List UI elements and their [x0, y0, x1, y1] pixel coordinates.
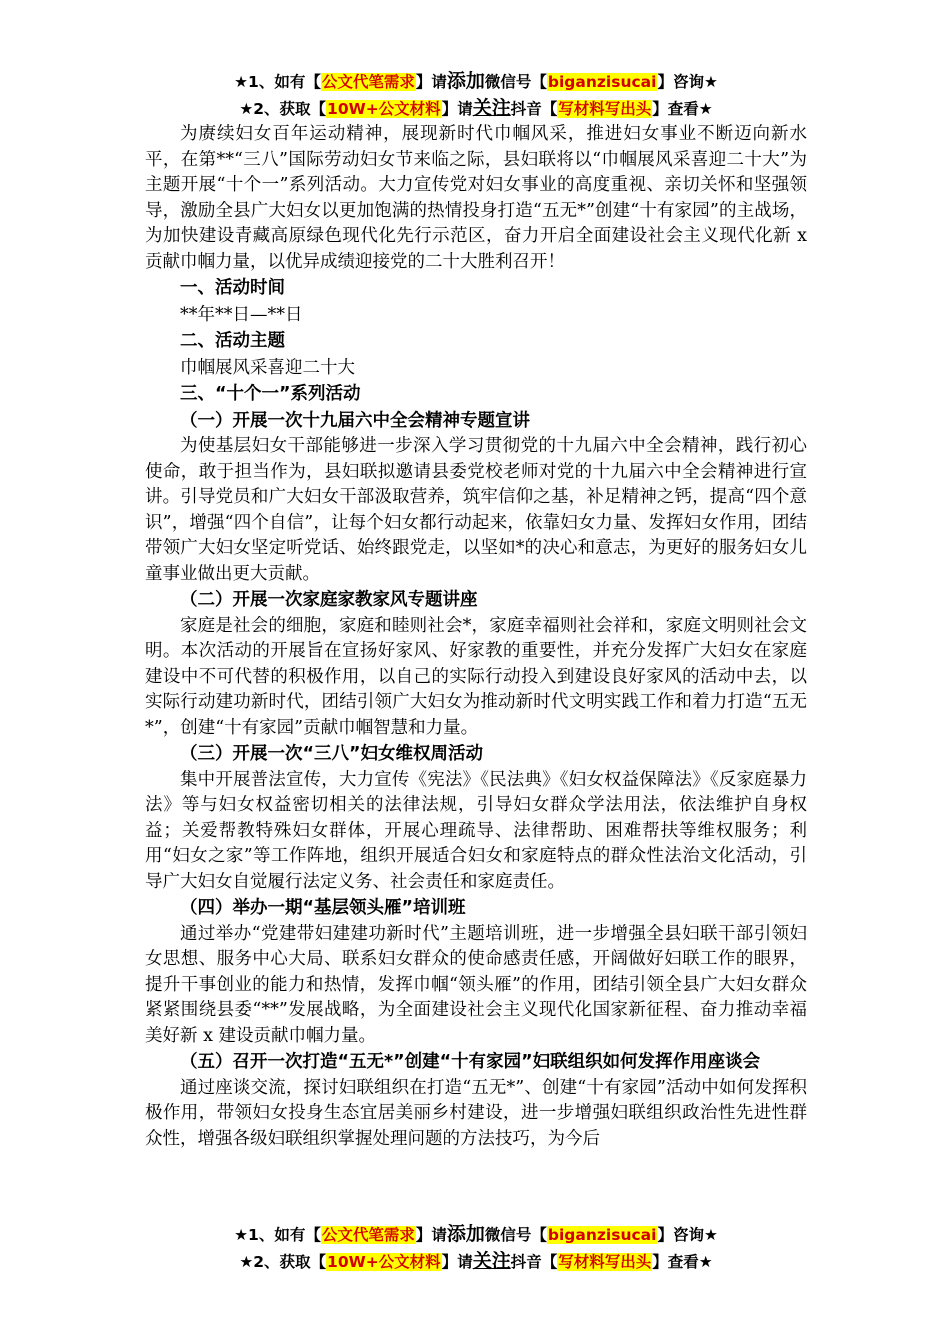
banner-text: 】查看★	[652, 1253, 713, 1271]
activity-heading-4: （四）举办一期“基层领头雁”培训班	[180, 898, 466, 918]
banner-text: ★2、获取【	[239, 1253, 327, 1271]
section-heading-theme: 二、活动主题	[180, 331, 285, 351]
banner-highlight: 10W+公文材料	[327, 1253, 441, 1271]
section-body-theme: 巾帼展风采喜迎二十大	[180, 357, 355, 378]
banner-text: 】请	[415, 73, 447, 91]
banner-highlight: 10W+公文材料	[327, 100, 441, 118]
banner-text: 】咨询★	[657, 1226, 718, 1244]
banner-emphasis: 关注	[472, 97, 511, 119]
section-heading-activities: 三、“十个一”系列活动	[180, 384, 361, 404]
activity-body-1: 为使基层妇女干部能够进一步深入学习贯彻党的十九届六中全会精神，践行初心使命，敢于担当作为，县妇联拟邀请县委党校老师对党的十九届六中全会精神进行宣讲。引导党员和广大妇女干部汲取营养，筑牢信仰之基，补足精神之钙，提高“四个意识”，增强“四个自信”，让每个妇女都行动起来，依靠妇女力量、发挥妇女作用，团结带领广大妇女坚定听党话、始终跟党走，以坚如*的决心和意志，为更好的服务妇女儿童事业做出更大贡献。	[145, 436, 807, 584]
banner-emphasis: 添加	[446, 1223, 485, 1245]
banner-text: 抖音【	[510, 1253, 558, 1271]
activity-heading-1: （一）开展一次十九届六中全会精神专题宣讲	[180, 410, 530, 431]
promo-banner-line-1-footer	[145, 1221, 807, 1248]
activity-heading-2: （二）开展一次家庭家教家风专题讲座	[180, 590, 478, 610]
footer-banner	[145, 1221, 807, 1275]
activity-heading-3: （三）开展一次“三八”妇女维权周活动	[180, 744, 484, 764]
banner-text: 】请	[415, 1226, 447, 1244]
banner-text: 】请	[441, 100, 473, 118]
activity-body-3: 集中开展普法宣传，大力宣传《宪法》《民法典》《妇女权益保障法》《反家庭暴力法》等与妇女权益密切相关的法律法规，引导妇女群众学法用法，依法维护自身权益；关爱帮教特殊妇女群体，开展心理疏导、法律帮助、困难帮扶等维权服务；利用“妇女之家”等工作阵地，组织开展适合妇女和家庭特点的群众性法治文化活动，引导广大妇女自觉履行法定义务、社会责任和家庭责任。	[145, 769, 807, 892]
banner-text: 】请	[441, 1253, 473, 1271]
banner-wechat-id: biganzisucai	[547, 73, 657, 91]
activity-body-5: 通过座谈交流，探讨妇联组织在打造“五无*”、创建“十有家园”活动中如何发挥积极作用，带领妇女投身生态宜居美丽乡村建设，进一步增强妇联组织政治性先进性群众性，增强各级妇联组织掌握处理问题的方法技巧，为今后	[145, 1077, 807, 1149]
banner-text: 】查看★	[652, 100, 713, 118]
promo-banner-line-2-footer	[145, 1248, 807, 1275]
activity-body-4: 通过举办“党建带妇建建功新时代”主题培训班，进一步增强全县妇联干部引领妇女思想、服务中心大局、联系妇女群众的使命感责任感，开阔做好妇联工作的眼界，提升干事创业的能力和热情，发挥巾帼“领头雁”的作用，团结引领全县广大妇女群众紧紧围绕县委“**”发展战略，为全面建设社会主义现代化国家新征程、奋力推动幸福美好新 x 建设贡献巾帼力量。	[145, 923, 807, 1046]
banner-text: ★1、如有【	[234, 73, 321, 91]
banner-text: ★2、获取【	[239, 100, 327, 118]
banner-text: 微信号【	[484, 1226, 547, 1244]
banner-emphasis: 关注	[472, 1250, 511, 1272]
activity-heading-5: （五）召开一次打造“五无*”创建“十有家园”妇联组织如何发挥作用座谈会	[180, 1052, 761, 1072]
banner-text: 】咨询★	[657, 73, 718, 91]
banner-emphasis: 添加	[446, 70, 485, 92]
banner-wechat-id: biganzisucai	[547, 1226, 657, 1244]
promo-banner-line-2	[145, 95, 807, 122]
banner-highlight: 公文代笔需求	[321, 73, 415, 91]
section-heading-time: 一、活动时间	[180, 278, 285, 298]
intro-paragraph: 为赓续妇女百年运动精神，展现新时代巾帼风采，推进妇女事业不断迈向新水平，在第**“三八”国际劳动妇女节来临之际，县妇联将以“巾帼展风采喜迎二十大”为主题开展“十个一”系列活动。大力宣传党对妇女事业的高度重视、亲切关怀和坚强领导，激励全县广大妇女以更加饱满的热情投身打造“五无*”创建“十有家园”的主战场，为加快建设青藏高原绿色现代化先行示范区，奋力开启全面建设社会主义现代化新 x 贡献巾帼力量，以优异成绩迎接党的二十大胜利召开！	[145, 124, 807, 272]
section-body-time: **年**日—**日	[180, 304, 303, 325]
banner-highlight: 公文代笔需求	[321, 1226, 415, 1244]
promo-banner-line-1	[145, 68, 807, 95]
banner-text: ★1、如有【	[234, 1226, 321, 1244]
banner-douyin-id: 写材料写出头	[558, 100, 652, 118]
document-page	[145, 68, 807, 1152]
banner-text: 微信号【	[484, 73, 547, 91]
activity-body-2: 家庭是社会的细胞，家庭和睦则社会*，家庭幸福则社会祥和，家庭文明则社会文明。本次活动的开展旨在宣扬好家风、好家教的重要性，并充分发挥广大妇女在家庭建设中不可代替的积极作用，以自己的实际行动投入到建设良好家风的活动中去，以实际行动建功新时代，团结引领广大妇女为推动新时代文明实践工作和着力打造“五无*”，创建“十有家园”贡献巾帼智慧和力量。	[145, 615, 807, 738]
banner-douyin-id: 写材料写出头	[558, 1253, 652, 1271]
banner-text: 抖音【	[510, 100, 558, 118]
